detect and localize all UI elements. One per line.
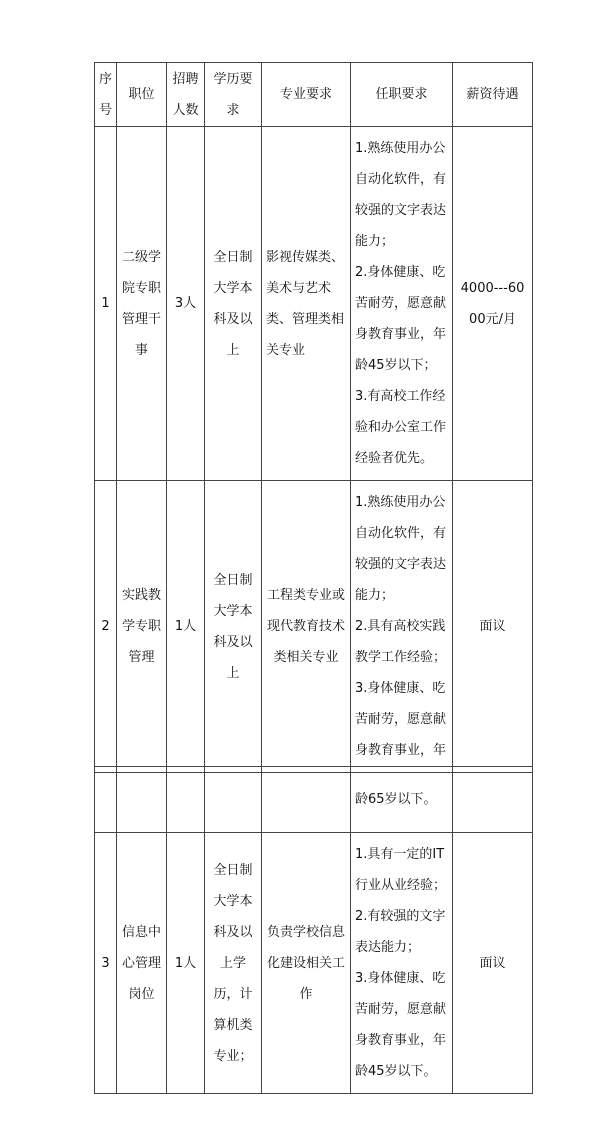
header-row — [95, 63, 533, 127]
row-education: 全日制大学本科及以上学历，计算机类专业； — [205, 833, 262, 1094]
header-major: 专业要求 — [262, 63, 351, 127]
row-no: 3 — [95, 833, 117, 1094]
row-position: 信息中心管理岗位 — [117, 833, 167, 1094]
row-requirements — [351, 833, 453, 1094]
row-major: 负责学校信息化建设相关工作 — [262, 833, 351, 1094]
continuation-row — [95, 767, 533, 833]
table-row — [95, 833, 533, 1094]
recruitment-table-part2 — [94, 766, 533, 1094]
header-position: 职位 — [117, 63, 167, 127]
requirement-item: 2.有较强的文字表达能力； — [355, 909, 446, 955]
row-major: 工程类专业或现代教育技术类相关专业 — [262, 481, 351, 773]
requirement-item: 2.具有高校实践教学工作经验； — [355, 619, 447, 665]
header-count: 招聘人数 — [167, 63, 205, 127]
row-count: 1人 — [167, 833, 205, 1094]
requirement-item: 1.熟练使用办公自动化软件，有较强的文字表达能力； — [355, 495, 447, 603]
header-requirements: 任职要求 — [351, 63, 453, 127]
row-salary: 4000---6000元/月 — [453, 127, 533, 481]
row-salary: 面议 — [453, 833, 533, 1094]
row-position: 二级学院专职管理干事 — [117, 127, 167, 481]
requirement-item: 3.有高校工作经验和办公室工作经验者优先。 — [355, 389, 447, 466]
recruitment-table-part1 — [94, 62, 533, 773]
row-requirements — [351, 481, 453, 773]
requirement-item: 2.身体健康、吃苦耐劳，愿意献身教育事业，年龄45岁以下； — [355, 265, 447, 373]
row-position: 实践教学专职管理 — [117, 481, 167, 773]
requirement-item: 1.具有一定的IT行业从业经验； — [355, 847, 447, 893]
table-row — [95, 127, 533, 481]
row-requirements — [351, 127, 453, 481]
row-no: 1 — [95, 127, 117, 481]
row-education: 全日制大学本科及以上 — [205, 127, 262, 481]
row-no: 2 — [95, 481, 117, 773]
requirement-item: 3.身体健康、吃苦耐劳，愿意献身教育事业，年 — [355, 681, 447, 758]
row-count: 1人 — [167, 481, 205, 773]
row-requirements-continuation: 龄65岁以下。 — [351, 767, 453, 833]
header-education: 学历要求 — [205, 63, 262, 127]
row-salary: 面议 — [453, 481, 533, 773]
row-major: 影视传媒类、美术与艺术类、管理类相关专业 — [262, 127, 351, 481]
header-salary: 薪资待遇 — [453, 63, 533, 127]
requirement-item: 3.身体健康、吃苦耐劳，愿意献身教育事业，年龄45岁以下。 — [355, 971, 447, 1079]
header-no: 序号 — [95, 63, 117, 127]
row-count: 3人 — [167, 127, 205, 481]
row-education: 全日制大学本科及以上 — [205, 481, 262, 773]
requirement-item: 1.熟练使用办公自动化软件，有较强的文字表达能力； — [355, 141, 447, 249]
table-row — [95, 481, 533, 773]
